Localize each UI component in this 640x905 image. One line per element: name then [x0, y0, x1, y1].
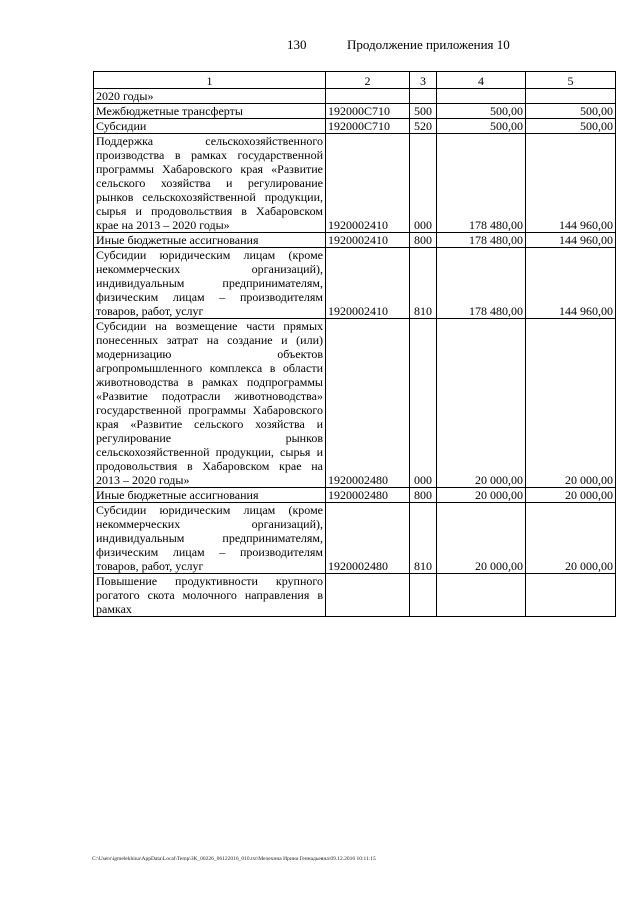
- row-name: Повышение продуктивности крупного рогатого скота молочного направления в рамках: [94, 574, 326, 617]
- row-code: 1920002480: [326, 319, 410, 488]
- table-row: [94, 104, 616, 119]
- column-header: 5: [526, 72, 616, 89]
- row-amount-2017: 500,00: [437, 104, 526, 119]
- row-amount-2018: 500,00: [526, 119, 616, 134]
- row-code: 1920002480: [326, 503, 410, 574]
- row-expense-type: [410, 89, 437, 104]
- row-expense-type: 800: [410, 233, 437, 248]
- page-number: 130: [287, 37, 307, 52]
- row-name: Субсидии юридическим лицам (кроме некоммерческих организаций), индивидуальным предпринимателям, физическим лицам – производителям товаров, работ, услуг: [94, 503, 326, 574]
- table-row: [94, 503, 616, 574]
- row-amount-2018: 20 000,00: [526, 319, 616, 488]
- table-row: [94, 488, 616, 503]
- table-header-row: [94, 72, 616, 89]
- row-name: Межбюджетные трансферты: [94, 104, 326, 119]
- row-amount-2018: 144 960,00: [526, 248, 616, 319]
- column-header: 2: [326, 72, 410, 89]
- row-amount-2018: 20 000,00: [526, 503, 616, 574]
- row-amount-2017: 178 480,00: [437, 233, 526, 248]
- row-name: Субсидии: [94, 119, 326, 134]
- row-expense-type: [410, 574, 437, 617]
- row-expense-type: 810: [410, 503, 437, 574]
- row-expense-type: 800: [410, 488, 437, 503]
- row-amount-2017: 178 480,00: [437, 248, 526, 319]
- table-row: [94, 574, 616, 617]
- row-code: [326, 574, 410, 617]
- row-name: Иные бюджетные ассигнования: [94, 233, 326, 248]
- table-row: [94, 119, 616, 134]
- row-amount-2018: 144 960,00: [526, 233, 616, 248]
- row-amount-2017: 178 480,00: [437, 134, 526, 233]
- row-amount-2018: [526, 89, 616, 104]
- table-row: [94, 134, 616, 233]
- table-row: [94, 319, 616, 488]
- row-amount-2018: [526, 574, 616, 617]
- row-expense-type: 520: [410, 119, 437, 134]
- table-row: [94, 233, 616, 248]
- row-expense-type: 500: [410, 104, 437, 119]
- column-header: 3: [410, 72, 437, 89]
- row-name: Субсидии юридическим лицам (кроме некоммерческих организаций), индивидуальным предпринимателям, физическим лицам – производителям товаров, работ, услуг: [94, 248, 326, 319]
- row-code: 192000С710: [326, 104, 410, 119]
- file-path-footer: C:\Users\igmelekhina\AppData\Local\Temp\ЗК_00226_06122016_010.txt\Мелехина Ирина Геннадьевна\09.12.2016 10:11:15: [92, 856, 376, 862]
- row-code: 1920002410: [326, 134, 410, 233]
- row-expense-type: 810: [410, 248, 437, 319]
- row-amount-2017: [437, 574, 526, 617]
- row-name: Иные бюджетные ассигнования: [94, 488, 326, 503]
- column-header: 1: [94, 72, 326, 89]
- table-row: [94, 89, 616, 104]
- row-code: [326, 89, 410, 104]
- row-amount-2017: [437, 89, 526, 104]
- row-amount-2017: 20 000,00: [437, 488, 526, 503]
- row-code: 1920002410: [326, 233, 410, 248]
- row-code: 1920002480: [326, 488, 410, 503]
- page-header: [0, 37, 640, 57]
- row-code: 1920002410: [326, 248, 410, 319]
- budget-table: [93, 71, 616, 617]
- row-name: 2020 годы»: [94, 89, 326, 104]
- table-row: [94, 248, 616, 319]
- row-amount-2018: 144 960,00: [526, 134, 616, 233]
- row-amount-2017: 500,00: [437, 119, 526, 134]
- column-header: 4: [437, 72, 526, 89]
- row-expense-type: 000: [410, 134, 437, 233]
- row-expense-type: 000: [410, 319, 437, 488]
- row-amount-2017: 20 000,00: [437, 503, 526, 574]
- row-amount-2018: 500,00: [526, 104, 616, 119]
- row-code: 192000С710: [326, 119, 410, 134]
- row-name: Поддержка сельскохозяйственного производства в рамках государственной программы Хабаровского края «Развитие сельского хозяйства и регулирование рынков сельскохозяйственной продукции, сырья и продовольствия в Хабаровском крае на 2013 – 2020 годы»: [94, 134, 326, 233]
- row-name: Субсидии на возмещение части прямых понесенных затрат на создание и (или) модернизацию объектов агропромышленного комплекса в области животноводства в рамках подпрограммы «Развитие подотрасли животноводства» государственной программы Хабаровского края «Развитие сельского хозяйства и регулирование рынков сельскохозяйственной продукции, сырья и продовольствия в Хабаровском крае на 2013 – 2020 годы»: [94, 319, 326, 488]
- row-amount-2018: 20 000,00: [526, 488, 616, 503]
- page-caption: Продолжение приложения 10: [347, 37, 510, 52]
- row-amount-2017: 20 000,00: [437, 319, 526, 488]
